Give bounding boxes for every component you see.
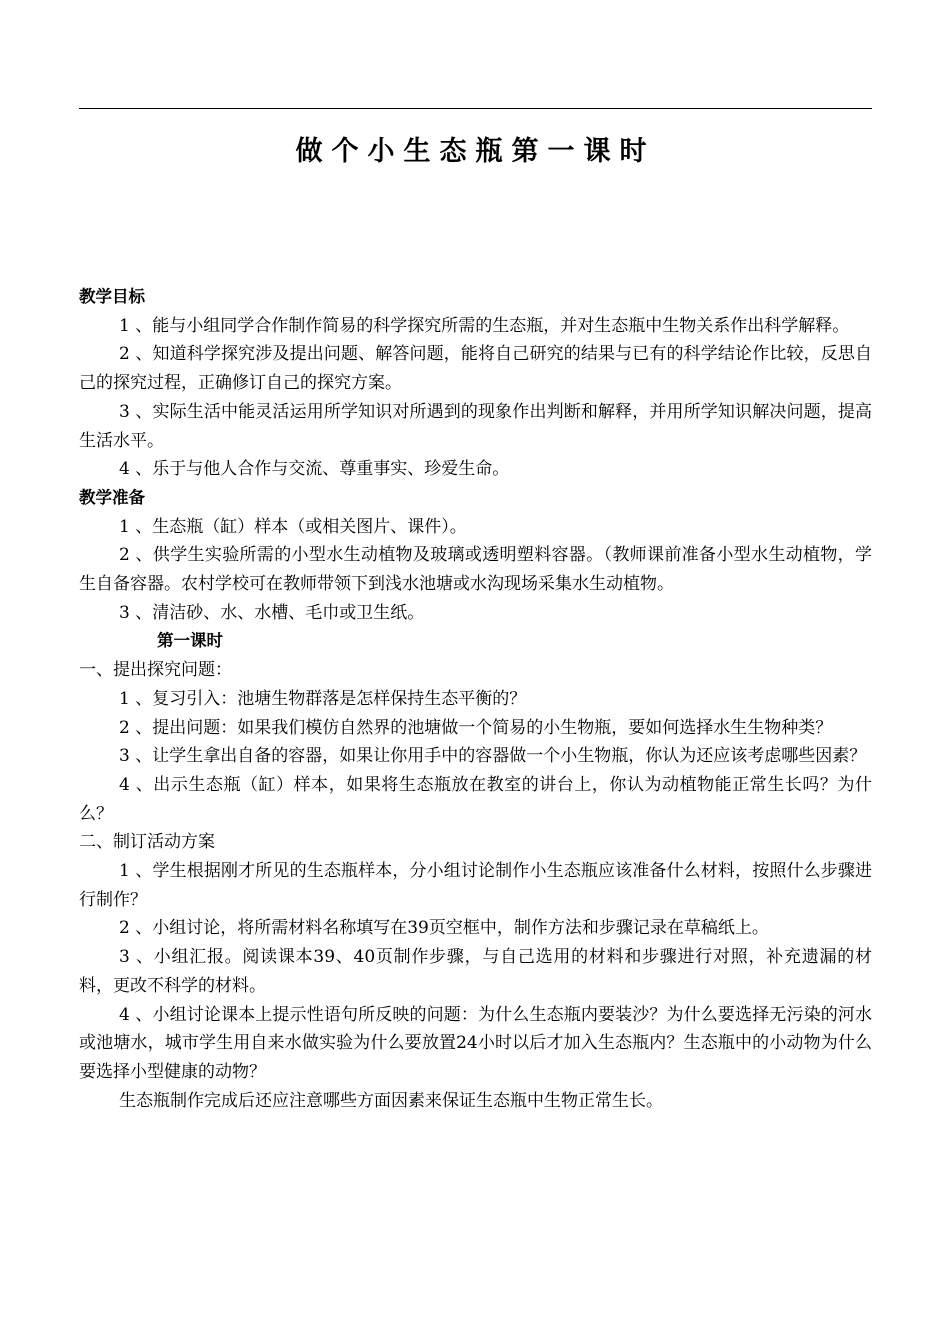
section1-item: 3 、让学生拿出自备的容器，如果让你用手中的容器做一个小生物瓶，你认为还应该考虑哪些因素？ <box>119 746 867 767</box>
objective-item: 1 、能与小组同学合作制作简易的科学探究所需的生态瓶，并对生态瓶中生物关系作出科学解释。 <box>119 315 850 336</box>
section2-heading: 二、制订活动方案 <box>79 832 215 853</box>
section1-heading: 一、提出探究问题： <box>79 660 232 681</box>
section2-item: 1 、学生根据刚才所见的生态瓶样本，分小组讨论制作小生态瓶应该准备什么材料，按照什么步骤进行制作？ <box>79 861 872 910</box>
objectives-heading: 教学目标 <box>79 287 145 306</box>
section2-item: 3 、小组汇报。阅读课本39、40页制作步骤，与自己选用的材料和步骤进行对照，补充遗漏的材料，更改不科学的材料。 <box>79 947 872 996</box>
section2-item: 4 、小组讨论课本上提示性语句所反映的问题：为什么生态瓶内要装沙？为什么要选择无污染的河水或池塘水，城市学生用自来水做实验为什么要放置24小时以后才加入生态瓶内？生态瓶中的小动物为什么要选择小型健康的动物？ <box>79 1004 872 1082</box>
section1-item: 1 、复习引入：池塘生物群落是怎样保持生态平衡的？ <box>119 688 527 709</box>
page-title: 做个小生态瓶第一课时 <box>295 136 656 167</box>
section2-item: 2 、小组讨论，将所需材料名称填写在39页空框中，制作方法和步骤记录在草稿纸上。 <box>119 918 769 939</box>
section2-note: 生态瓶制作完成后还应注意哪些方面因素来保证生态瓶中生物正常生长。 <box>119 1090 663 1111</box>
header-rule <box>79 108 872 109</box>
preparation-heading: 教学准备 <box>79 487 145 507</box>
objective-item: 4 、乐于与他人合作与交流、尊重事实、珍爱生命。 <box>119 459 510 480</box>
preparation-item: 3 、清洁砂、水、水槽、毛巾或卫生纸。 <box>119 602 425 623</box>
preparation-item: 2 、供学生实验所需的小型水生动植物及玻璃或透明塑料容器。（教师课前准备小型水生动植物，学生自备容器。农村学校可在教师带领下到浅水池塘或水沟现场采集水生动植物。 <box>79 545 872 595</box>
lesson-heading: 第一课时 <box>157 631 223 651</box>
document-body <box>79 283 872 1115</box>
section1-item: 4 、出示生态瓶（缸）样本，如果将生态瓶放在教室的讲台上，你认为动植物能正常生长吗？为什么？ <box>79 774 872 824</box>
objective-item: 2 、知道科学探究涉及提出问题、解答问题，能将自己研究的结果与已有的科学结论作比较，反思自己的探究过程，正确修订自己的探究方案。 <box>79 344 872 394</box>
objective-item: 3 、实际生活中能灵活运用所学知识对所遇到的现象作出判断和解释，并用所学知识解决问题，提高生活水平。 <box>79 401 872 451</box>
preparation-item: 1 、生态瓶（缸）样本（或相关图片、课件）。 <box>119 516 467 537</box>
section1-item: 2 、提出问题：如果我们模仿自然界的池塘做一个简易的小生物瓶，要如何选择水生生物种类？ <box>119 717 833 738</box>
